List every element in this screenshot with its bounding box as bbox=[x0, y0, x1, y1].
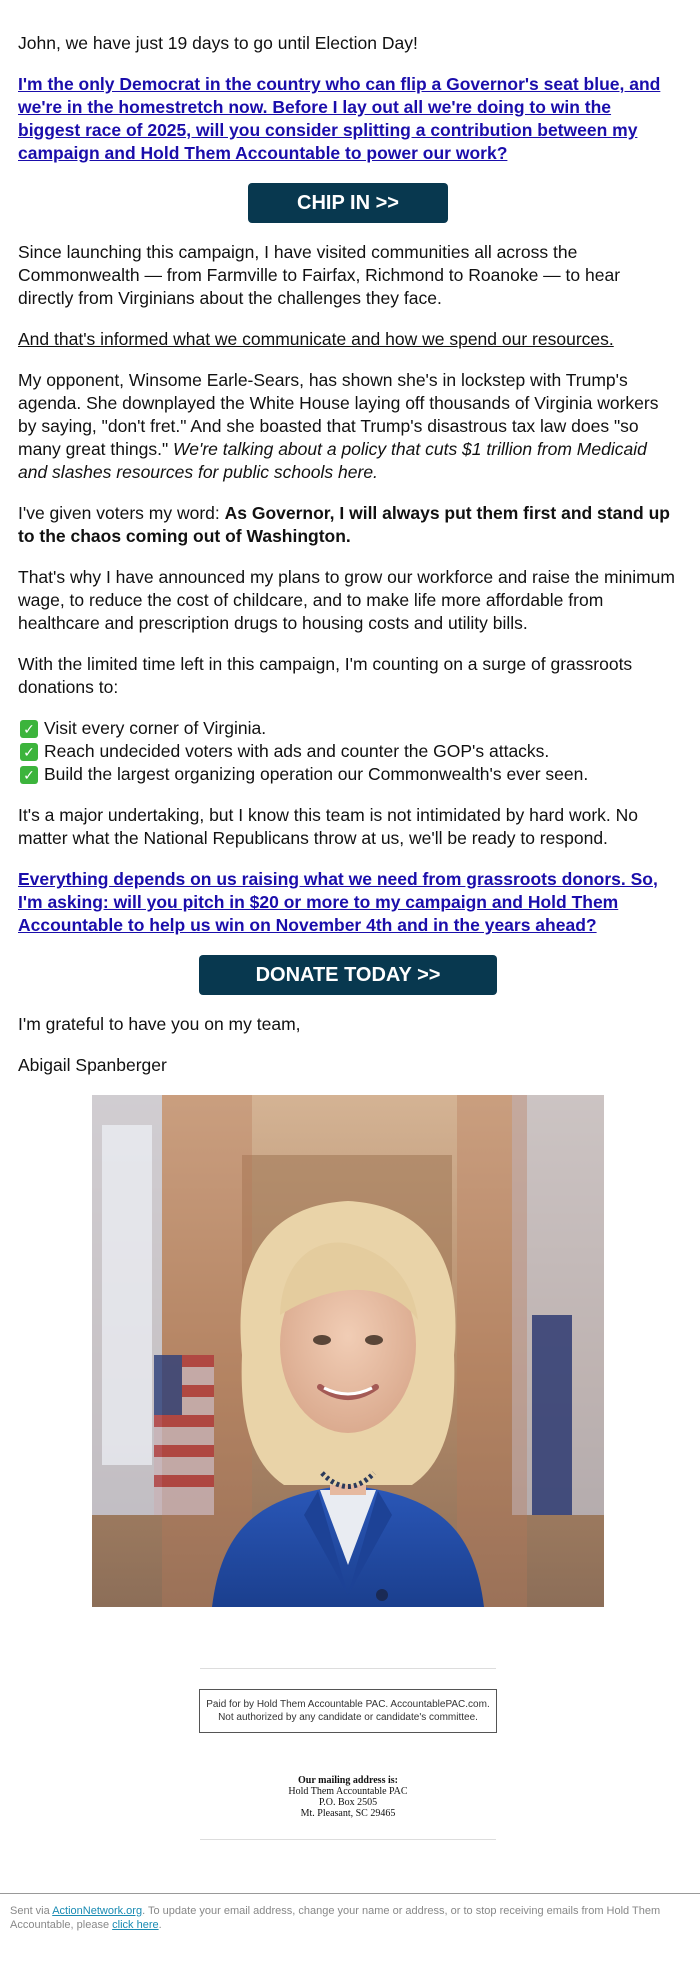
divider bbox=[200, 1839, 496, 1840]
chip-in-button[interactable]: CHIP IN >> bbox=[248, 183, 448, 223]
unsubscribe-link[interactable]: click here bbox=[112, 1919, 159, 1931]
closing: I'm grateful to have you on my team, bbox=[18, 1014, 301, 1034]
candidate-photo bbox=[92, 1095, 604, 1607]
divider bbox=[200, 1668, 496, 1669]
paragraph-2: And that's informed what we communicate and how we spend our resources. bbox=[18, 329, 614, 349]
address-line: Hold Them Accountable PAC bbox=[288, 1786, 408, 1797]
paragraph-7: It's a major undertaking, but I know this team is not intimidated by hard work. No matter what the National Republicans throw at us, we'll be ready to respond. bbox=[18, 805, 639, 848]
address-line: P.O. Box 2505 bbox=[318, 1797, 378, 1808]
paragraph-1: Since launching this campaign, I have visited communities all across the Commonwealth — from Farmville to Fairfax, Richmond to Roanoke — to hear directly from Virginians about the challenges they face. bbox=[18, 242, 621, 308]
checklist-label: Visit every corner of Virginia. bbox=[44, 718, 267, 738]
paragraph-6: With the limited time left in this campaign, I'm counting on a surge of grassroots donations to: bbox=[18, 654, 633, 697]
paid-for-disclaimer: Paid for by Hold Them Accountable PAC. AccountablePAC.com. Not authorized by any candidate or candidate's committee. bbox=[199, 1689, 497, 1733]
list-item bbox=[18, 740, 678, 763]
footer-suffix: . bbox=[158, 1919, 162, 1931]
mailing-address bbox=[18, 1775, 678, 1819]
intro-donate-link[interactable]: I'm the only Democrat in the country who can flip a Governor's seat blue, and we're in the homestretch now. Before I lay out all we're doing to win the biggest race of 2025, will you consider splitting a contribution between my campaign and Hold Them Accountable to power our work? bbox=[18, 74, 661, 163]
check-mark-icon: ✓ bbox=[20, 720, 38, 738]
list-item bbox=[18, 717, 678, 740]
ask-paragraph bbox=[18, 868, 678, 937]
paragraph-5: That's why I have announced my plans to grow our workforce and raise the minimum wage, to reduce the cost of childcare, and to make life more affordable from healthcare and prescription drugs to housing costs and utility bills. bbox=[18, 567, 675, 633]
donate-today-button[interactable]: DONATE TODAY >> bbox=[199, 955, 497, 995]
paragraph-3-italic: We're talking about a policy that cuts $1 trillion from Medicaid and slashes resources for public schools here. bbox=[18, 439, 647, 482]
email-footer bbox=[0, 1893, 700, 1942]
paragraph-3-text: My opponent, Winsome Earle-Sears, has shown she's in lockstep with Trump's agenda. She downplayed the White House laying off thousands of Virginia workers by saying, "don't fret." And she boasted that Trump's disastrous tax law does "so many great things." bbox=[18, 370, 659, 459]
ask-donate-link[interactable]: Everything depends on us raising what we need from grassroots donors. So, I'm asking: will you pitch in $20 or more to my campaign and Hold Them Accountable to help us win on November 4th and in the years ahead? bbox=[18, 869, 658, 935]
address-header: Our mailing address is: bbox=[298, 1775, 398, 1786]
paragraph-4-bold: As Governor, I will always put them first and stand up to the chaos coming out of Washington. bbox=[18, 503, 670, 546]
greeting: John, we have just 19 days to go until Election Day! bbox=[18, 33, 418, 53]
paragraph-3 bbox=[18, 369, 678, 484]
checklist bbox=[18, 717, 678, 786]
check-mark-icon: ✓ bbox=[20, 743, 38, 761]
actionnetwork-link[interactable]: ActionNetwork.org bbox=[52, 1905, 143, 1917]
chip-in-wrap bbox=[18, 183, 678, 223]
footer-prefix: Sent via bbox=[10, 1905, 53, 1917]
footer-text: . To update your email address, change your name or address, or to stop receiving emails from Hold Them Accountable, please bbox=[10, 1905, 661, 1931]
paragraph-2-wrap bbox=[18, 328, 678, 351]
donate-wrap bbox=[18, 955, 678, 995]
intro-paragraph bbox=[18, 73, 678, 165]
paragraph-4 bbox=[18, 502, 678, 548]
photo-wrap bbox=[18, 1095, 678, 1612]
list-item bbox=[18, 763, 678, 786]
candidate-portrait-illustration bbox=[92, 1095, 604, 1607]
signature: Abigail Spanberger bbox=[18, 1055, 167, 1075]
paragraph-4-text: I've given voters my word: bbox=[18, 503, 225, 523]
address-line: Mt. Pleasant, SC 29465 bbox=[300, 1808, 396, 1819]
check-mark-icon: ✓ bbox=[20, 766, 38, 784]
checklist-label: Reach undecided voters with ads and counter the GOP's attacks. bbox=[44, 741, 550, 761]
checklist-label: Build the largest organizing operation our Commonwealth's ever seen. bbox=[44, 764, 589, 784]
